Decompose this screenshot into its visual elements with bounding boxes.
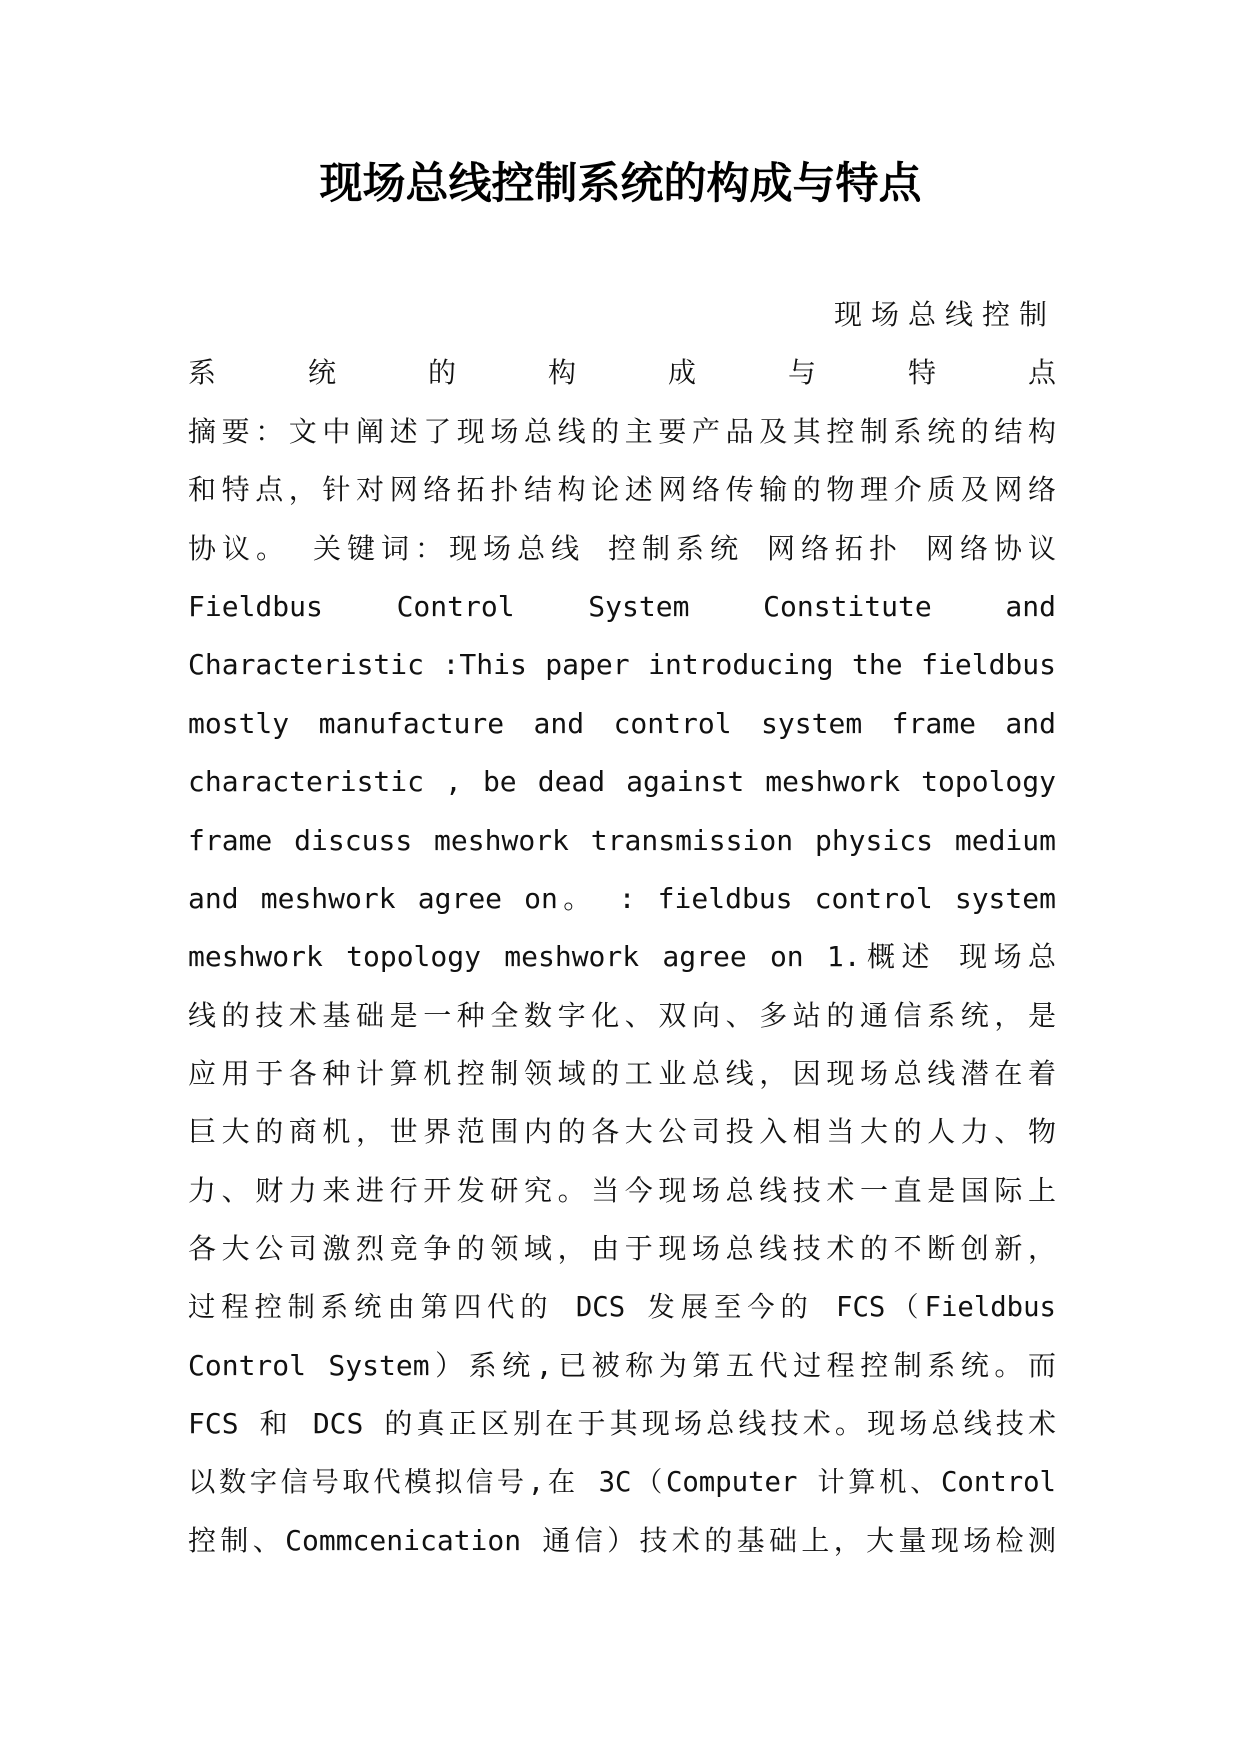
body-line: 巨大的商机，世界范围内的各大公司投入相当大的人力、物: [188, 1115, 1056, 1149]
subtitle-line-1: 现场总线控制: [833, 298, 1056, 331]
body-line: 力、财力来进行开发研究。当今现场总线技术一直是国际上: [188, 1173, 1056, 1207]
english-abstract-line: characteristic , be dead against meshwork topology: [188, 765, 1056, 799]
english-abstract-line: mostly manufacture and control system frame and: [188, 706, 1056, 740]
english-abstract-line: frame discuss meshwork transmission physics medium: [188, 823, 1056, 857]
overview-heading-line: meshwork topology meshwork agree on 1.概述 现场总: [188, 940, 1056, 974]
english-abstract-line: and meshwork agree on。 : fieldbus control system: [188, 881, 1056, 915]
english-abstract-line: Characteristic :This paper introducing the fieldbus: [188, 648, 1056, 682]
abstract-line: 和特点，针对网络拓扑结构论述网络传输的物理介质及网络: [188, 473, 1056, 507]
body-line: 以数字信号取代模拟信号,在 3C（Computer 计算机、Control: [188, 1466, 1056, 1498]
body-line: 过程控制系统由第四代的 DCS 发展至今的 FCS（Fieldbus: [188, 1291, 1056, 1323]
document-body: [188, 286, 1056, 1571]
body-line: 应用于各种计算机控制领域的工业总线，因现场总线潜在着: [188, 1057, 1056, 1091]
subtitle-line-2: 系 统 的 构 成 与 特 点: [188, 356, 1056, 390]
body-line: FCS 和 DCS 的真正区别在于其现场总线技术。现场总线技术: [188, 1407, 1056, 1441]
body-line: 线的技术基础是一种全数字化、双向、多站的通信系统，是: [188, 998, 1056, 1032]
body-line: Control System）系统,已被称为第五代过程控制系统。而: [188, 1349, 1056, 1383]
keywords-line: 协议。 关键词：现场总线 控制系统 网络拓扑 网络协议: [188, 531, 1056, 565]
body-line: 控制、Commcenication 通信）技术的基础上，大量现场检测: [188, 1524, 1056, 1558]
abstract-line: 摘要：文中阐述了现场总线的主要产品及其控制系统的结构: [188, 414, 1056, 448]
document-title: 现场总线控制系统的构成与特点: [319, 159, 922, 209]
body-line: 各大公司激烈竞争的领域，由于现场总线技术的不断创新，: [188, 1232, 1056, 1266]
english-title-line: Fieldbus Control System Constitute and: [188, 589, 1056, 623]
